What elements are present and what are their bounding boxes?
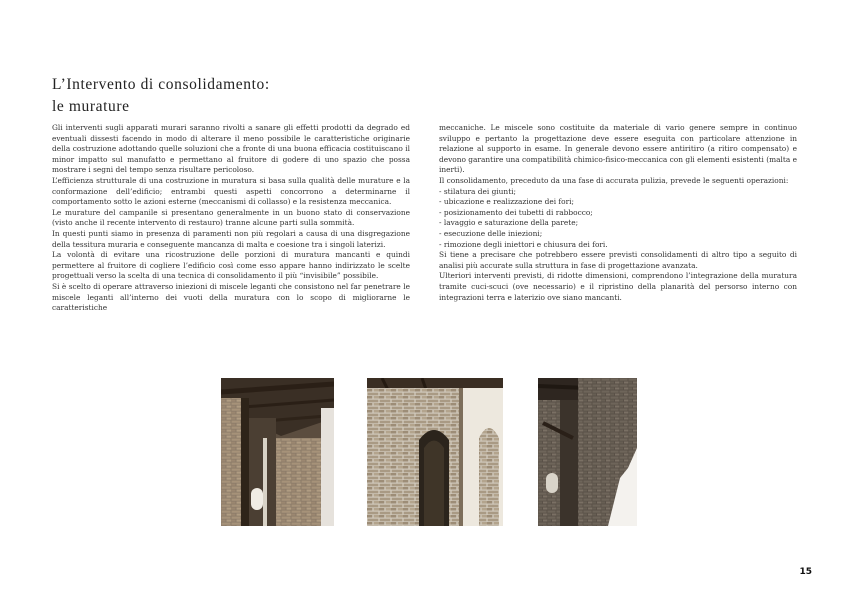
paragraph: meccaniche. Le miscele sono costituite da materiale di vario genere sempre in continuo sviluppo e pertanto la progettazione deve essere eseguita con particolare attenzione in relazione al supporto in esame. In generale devono essere antiritiro (a ritiro compensato) e devono garantire una compatibilità chimico-fisico-meccanica con gli elementi esistenti (malta e inerti). [439,123,797,175]
list-item: - lavaggio e saturazione della parete; [439,218,579,228]
list-item: - stilatura dei giunti; [439,186,517,196]
page-number: 15 [799,567,812,577]
list-item: - posizionamento dei tubetti di rabbocco; [439,207,593,217]
list-item: - ubicazione e realizzazione dei fori; [439,197,574,207]
photo-brick-wall-arched-opening [367,378,503,526]
paragraph: Si tiene a precisare che potrebbero essere previsti consolidamenti di altro tipo a seguito di analisi più accurate sulla struttura in fase di progettazione avanzata. [439,250,797,270]
section-title [52,74,452,118]
left-text-column [52,123,410,314]
photo-damaged-wall-detail [538,378,637,526]
right-text-column [439,123,797,303]
paragraph: La volontà di evitare una ricostruzione delle porzioni di muratura mancanti e quindi permettere al fruitore di cogliere l’edificio così come esso appare hanno indirizzato le scelte progettuali verso la scelta di una tecnica di consolidamento il più “invisibile” possibile. [52,250,410,281]
section-title-line-2: le murature [52,98,130,115]
list-item: - esecuzione delle iniezioni; [439,228,543,238]
paragraph: Gli interventi sugli apparati murari saranno rivolti a sanare gli effetti prodotti da degrado ed eventuali dissesti facendo in modo di alterare il meno possibile le caratteristiche originarie della costruzione adottando quelle soluzioni che a fronte di una buona efficacia costituiscano il minor impatto sul manufatto e permettano al fruitore di godere di uno spazio che possa mostrare i segni del tempo senza risultare pericoloso. [52,123,410,175]
paragraph: L’efficienza strutturale di una costruzione in muratura si basa sulla qualità delle murature e la conformazione dell’edificio; entrambi questi aspetti concorrono a determinarne il comportamento sotto le azioni esterne (meccanismi di collasso) e la resistenza meccanica. [52,175,410,207]
list-item: - rimozione degli iniettori e chiusura dei fori. [439,239,608,249]
paragraph: Ulteriori interventi previsti, di ridotte dimensioni, comprendono l’integrazione della muratura tramite cuci-scuci (ove necessario) e il ripristino della planarità del persorso interno con integrazioni terra e laterizio ove siano mancanti. [439,271,797,302]
photo-bell-tower-interior-beams [221,378,334,526]
section-title-line-1: L’Intervento di consolidamento: [52,76,270,93]
paragraph: Si è scelto di operare attraverso iniezioni di miscele leganti che consistono nel far penetrare le miscele leganti all’interno dei vuoti della muratura con lo scopo di migliorarne le caratteristiche [52,281,410,313]
paragraph: Il consolidamento, preceduto da una fase di accurata pulizia, prevede le seguenti operazioni: [439,175,789,185]
paragraph: Le murature del campanile si presentano generalmente in un buono stato di conservazione (visto anche il recente intervento di restauro) tranne alcune parti sulla sommità. [52,207,410,228]
paragraph: In questi punti siamo in presenza di paramenti non più regolari a causa di una disgregazione della tessitura muraria e conseguente mancanza di malta e coesione tra i singoli laterizi. [52,228,410,249]
